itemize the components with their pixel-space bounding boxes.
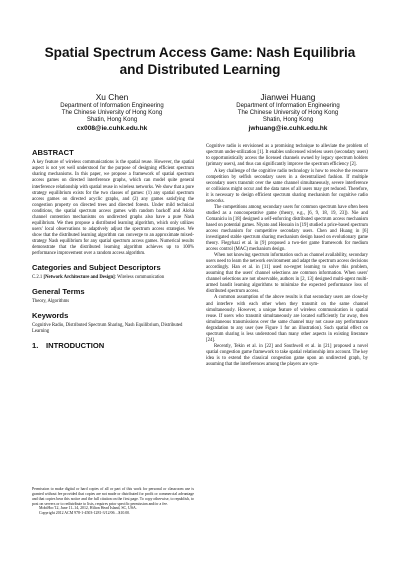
intro-paragraph: A key challenge of the cognitive radio technology is how to resolve the resource competition by selfish secondary users in a decentralized fashion. If multiple secondary users transmit over the same channel simultaneously, severe interference or collisions might occur and the data rates of all users may get reduced. Therefore, it is necessary to design efficient spectrum sharing mechanism for cognitive radio networks. — [206, 168, 368, 204]
section-title: INTRODUCTION — [46, 341, 105, 351]
author-block — [32, 92, 368, 132]
author-university: The Chinese University of Hong Kong — [61, 110, 163, 117]
right-column — [206, 144, 368, 368]
author-location: Shatin, Hong Kong — [86, 117, 138, 124]
category-rest: : Wireless communication — [114, 275, 165, 281]
author-location: Shatin, Hong Kong — [262, 117, 314, 124]
paper-title: Spatial Spectrum Access Game: Nash Equilibria and Distributed Learning — [44, 45, 356, 77]
category-bold: [Network Architecture and Design] — [43, 275, 115, 281]
intro-paragraph: A common assumption of the above results is that secondary users are close-by and interfere with each other when they transmit on the same channel simultaneously. However, a unique feature of wireless communication is spatial reuse. If users who transmit simultaneously are located sufficiently far away, then simultaneous transmissions over the same channel may not cause any performance degradation to any user (see Figure 1 for an illustration). Such spatial effect on spectrum sharing is less understood than many other aspects in existing literature [24]. — [206, 295, 368, 343]
author-2 — [208, 92, 368, 132]
author-name: Xu Chen — [95, 92, 129, 102]
permission-text: Permission to make digital or hard copies of all or part of this work for personal or classroom use is granted without fee provided that copies are not made or distributed for profit or commercial advantage and that copies bear this notice and the full citation on the first page. To copy otherwise, to republish, to post on servers or to redistribute to lists, requires prior specific permission and/or a fee. — [32, 487, 194, 506]
categories-heading: Categories and Subject Descriptors — [32, 263, 161, 273]
left-column — [32, 144, 194, 368]
categories-text — [32, 275, 194, 281]
intro-paragraph: Recently, Tekin et al. in [22] and Southwell et al. in [21] proposed a novel spatial congestion game framework to take spatial relationship into account. The key idea is to extend the classical congestion game upon an undirected graph, by assuming that the interferences among the players are sym- — [206, 343, 368, 367]
keywords-heading: Keywords — [32, 311, 69, 321]
author-email: jwhuang@ie.cuhk.edu.hk — [248, 125, 328, 133]
category-code: C.2.1 — [32, 275, 43, 281]
introduction-heading — [32, 341, 194, 350]
abstract-text: A key feature of wireless communications is the spatial reuse. However, the spatial aspect is not yet well understood for the purpose of designing efficient spectrum sharing mechanisms. In this paper, we propose a framework of spatial spectrum access games on directed interference graphs, which can model quite general interference relationship with spatial reuse in wireless networks. We show that a pure strategy equilibrium exists for the two classes of games: (1) any spatial spectrum access games on directed acyclic graphs, and (2) any games satisfying the congestion property on directed trees and directed forests. Under mild technical conditions, the spatial spectrum access games with random backoff and Aloha channel contention mechanisms on undirected graphs also have a pure Nash equilibrium. We then propose a distributed learning algorithm, which only utilizes users' local observations to adaptively adjust the spectrum access strategies. We show that the distributed learning algorithm can converge to an approximate mixed-strategy Nash equilibrium for any spatial spectrum access games. Numerical results demonstrate that the distributed learning algorithm achieves up to 100% performance improvement over a random access algorithm. — [32, 160, 194, 257]
author-university: The Chinese University of Hong Kong — [237, 110, 339, 117]
author-email: cx008@ie.cuhk.edu.hk — [76, 125, 148, 133]
general-terms-heading: General Terms — [32, 287, 85, 297]
venue-line: MobiHoc'12, June 11–14, 2012, Hilton Head Island, SC, USA. — [39, 506, 137, 511]
permission-notice — [32, 487, 194, 516]
intro-paragraph: When not knowing spectrum information such as channel availability, secondary users need to learn the network environment and adapt the spectrum access decisions accordingly. Han et al. in [11] used no-regret learning to solve this problem, assuming that the users' channel selections are common information. When users' channel selections are not observable, authors in [2, 13] designed multi-agent multi-armed bandit learning algorithms to minimize the expected performance loss of distributed spectrum access. — [206, 253, 368, 295]
author-1 — [32, 92, 192, 132]
keywords-text: Cognitive Radio, Distributed Spectrum Sharing, Nash Equilibrium, Distributed Learning — [32, 323, 183, 335]
author-department: Department of Information Engineering — [236, 103, 340, 109]
abstract-heading: ABSTRACT — [32, 148, 74, 158]
section-number: 1. — [32, 341, 39, 351]
intro-paragraph: The competitions among secondary users for common spectrum have often been studied as a noncooperative game (theory, e.g., [6, 9, 18, 19, 23]). Nie and Comaniciu in [18] designed a self-enforcing distributed spectrum access mechanism based on potential games. Niyato and Hossain in [19] studied a price-based spectrum access mechanism for competitive secondary users. Chen and Huang in [6] investigated stable spectrum sharing mechanism design based on evolutionary game theory. Flegyhazi et al. in [9] proposed a two-tier game framework for medium access control (MAC) mechanism design. — [206, 204, 368, 253]
intro-paragraph: Cognitive radio is envisioned as a promising technique to alleviate the problem of spectrum under-utilization [1]. It enables unlicensed wireless users (secondary users) to opportunistically access the licensed channels owned by legacy spectrum holders (primary users), and thus can significantly improve the spectrum efficiency [2]. — [206, 144, 368, 168]
body-columns — [32, 144, 368, 368]
author-name: Jianwei Huang — [260, 92, 316, 102]
author-department: Department of Information Engineering — [60, 103, 164, 109]
general-terms-text: Theory, Algorithms — [32, 299, 70, 305]
copyright-line: Copyright 2012 ACM 978-1-4503-1281-3/12/06 ...$10.00. — [39, 511, 131, 516]
